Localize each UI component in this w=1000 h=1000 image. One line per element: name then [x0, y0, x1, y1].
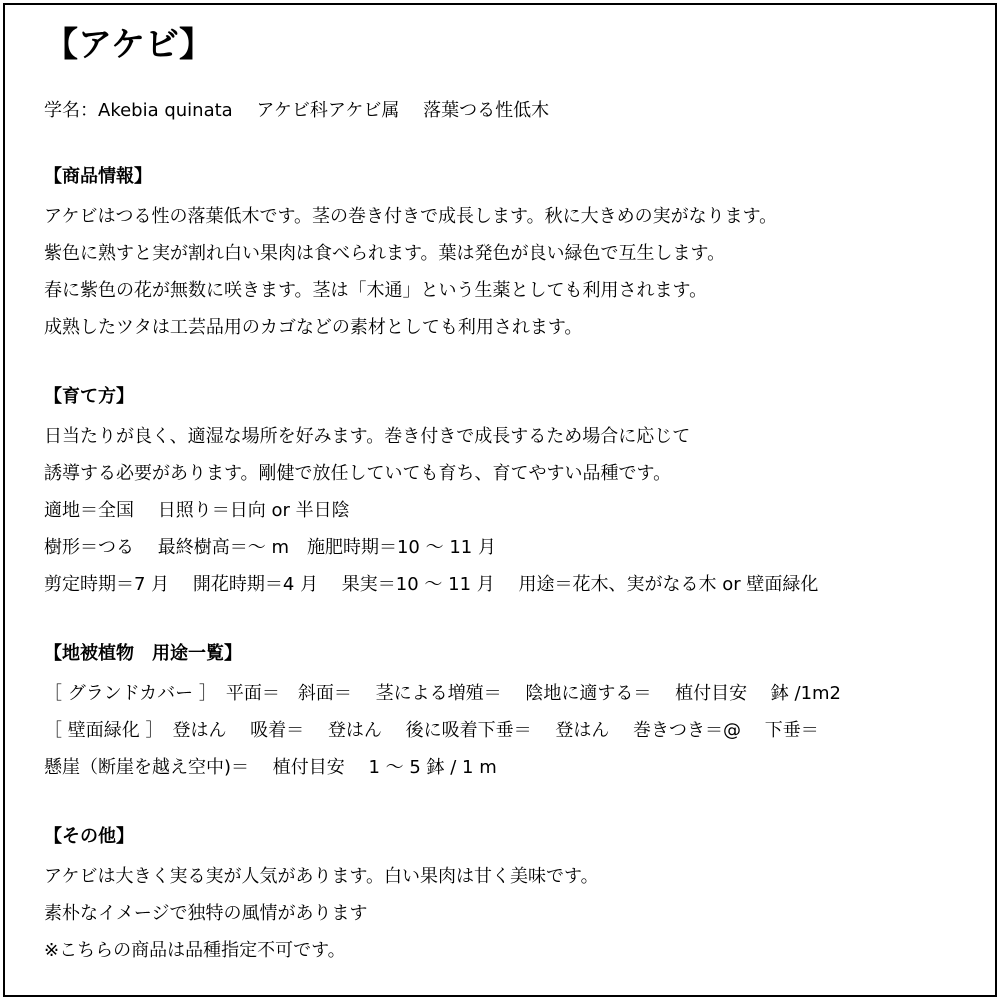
text-line: 春に紫色の花が無数に咲きます。茎は「木通」という生薬としても利用されます。 — [44, 280, 708, 301]
section-how-to-grow — [44, 384, 984, 603]
text-line: 懸崖（断崖を越え空中)＝ 植付目安 1 ～ 5 鉢 / 1 m — [44, 757, 497, 778]
section-heading: 【育て方】 — [44, 386, 134, 407]
text-line: 剪定時期＝7 月 開花時期＝4 月 果実＝10 ～ 11 月 用途＝花木、実がなる木 or 壁面緑化 — [44, 574, 819, 595]
text-line: ［ 壁面緑化 ］ 登はん 吸着＝ 登はん 後に吸着下垂＝ 登はん 巻きつき＝@ 下垂＝ — [44, 720, 819, 741]
text-line: アケビはつる性の落葉低木です。茎の巻き付きで成長します。秋に大きめの実がなります。 — [44, 206, 778, 227]
page-title: 【アケビ】 — [44, 25, 213, 65]
text-line: 素朴なイメージで独特の風情があります — [44, 903, 368, 924]
section-ground-cover-uses — [44, 641, 984, 786]
section-product-info — [44, 164, 984, 346]
text-line: 紫色に熟すと実が割れ白い果肉は食べられます。葉は発色が良い緑色で互生します。 — [44, 243, 726, 264]
product-description — [44, 22, 984, 969]
section-other — [44, 824, 984, 969]
section-heading: 【商品情報】 — [44, 166, 152, 187]
text-line: 成熟したツタは工芸品用のカゴなどの素材としても利用されます。 — [44, 317, 583, 338]
text-line: 日当たりが良く、適湿な場所を好みます。巻き付きで成長するため場合に応じて — [44, 426, 691, 447]
text-line: ※こちらの商品は品種指定不可です。 — [44, 940, 346, 961]
scientific-name-line: 学名：Akebia quinata アケビ科アケビ属 落葉つる性低木 — [44, 100, 550, 121]
section-heading: 【地被植物 用途一覧】 — [44, 643, 242, 664]
text-line: 適地＝全国 日照り＝日向 or 半日陰 — [44, 500, 350, 521]
text-line: ［ グランドカバー ］ 平面＝ 斜面＝ 茎による増殖＝ 陰地に適する＝ 植付目安 鉢 /1m2 — [44, 683, 842, 704]
text-line: アケビは大きく実る実が人気があります。白い果肉は甘く美味です。 — [44, 866, 599, 887]
section-heading: 【その他】 — [44, 826, 134, 847]
text-line: 誘導する必要があります。剛健で放任していても育ち、育てやすい品種です。 — [44, 463, 672, 484]
text-line: 樹形＝つる 最終樹高＝～ m 施肥時期＝10 ～ 11 月 — [44, 537, 496, 558]
